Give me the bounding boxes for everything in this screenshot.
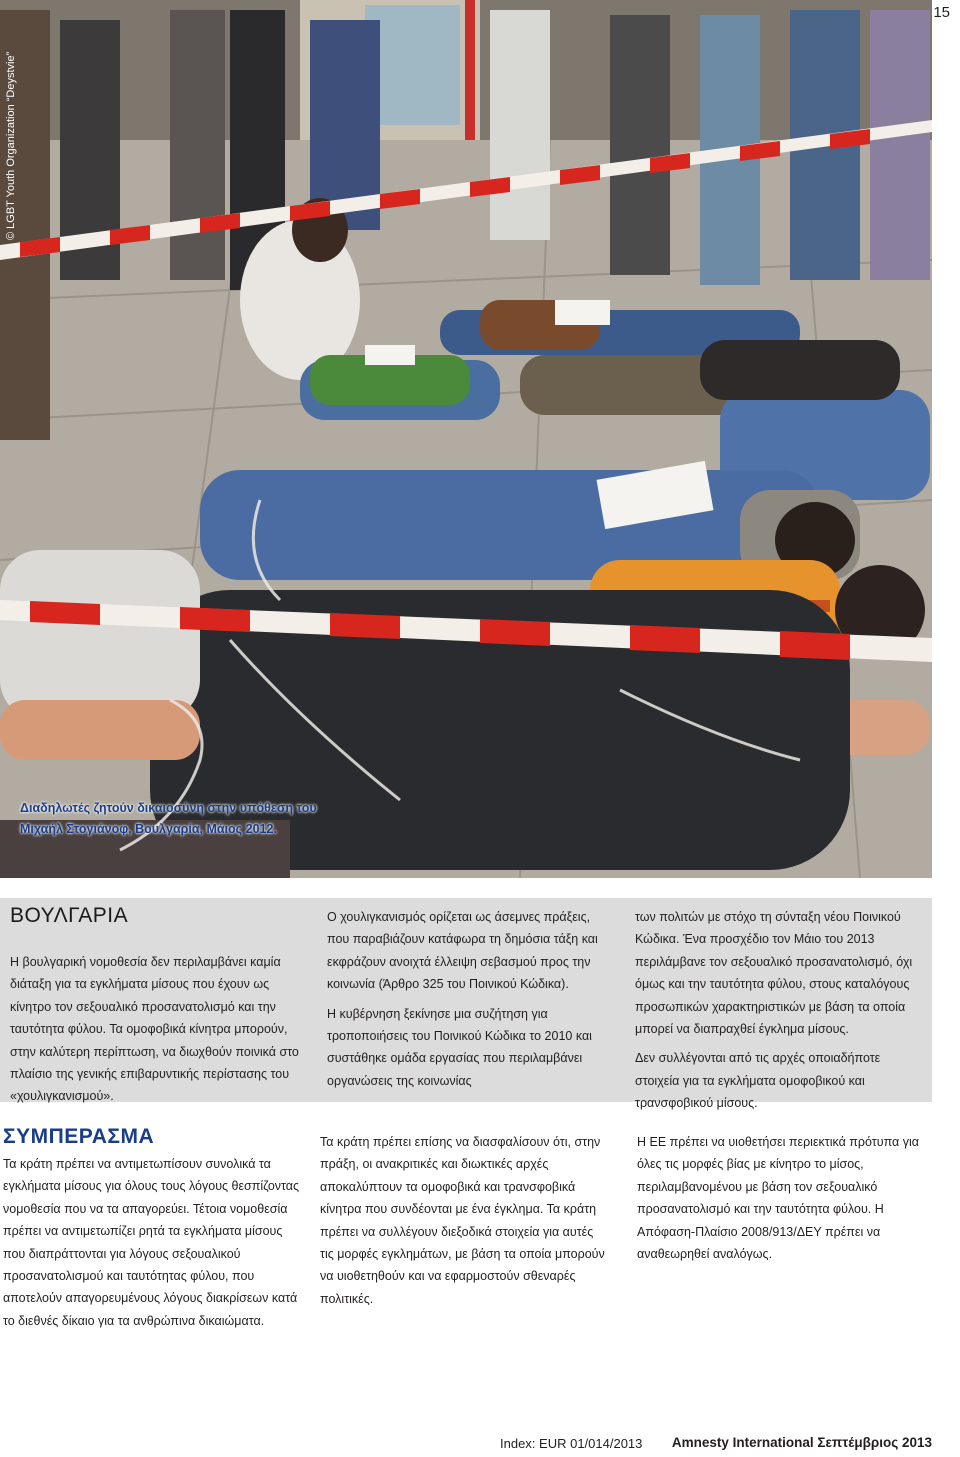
- country-title: ΒΟΥΛΓΑΡΙΑ: [10, 904, 129, 927]
- footer-index: Index: EUR 01/014/2013: [500, 1436, 643, 1451]
- photo-caption: Διαδηλωτές ζητούν δικαιοσύνη στην υπόθεση του Μιχαήλ Στογιάνοφ, Βουλγαρία, Μάιος 2012.: [20, 801, 317, 836]
- conclusion-column-3: Η ΕΕ πρέπει να υιοθετήσει περιεκτικά πρότυπα για όλες τις μορφές βίας με κίνητρο το μίσος, περιλαμβανομένου με βάση τον σεξουαλικό προσανατολισμό και την ταυτότητα φύλου. Η Απόφαση-Πλαίσιο 2008/913/ΔΕΥ πρέπει να αναθεωρηθεί αναλόγως.: [637, 1135, 919, 1262]
- country-column-3: [635, 906, 925, 1122]
- footer-organization: Amnesty International Σεπτέμβριος 2013: [671, 1435, 932, 1450]
- photo-credit: © LGBT Youth Organization “Deystvie”: [5, 51, 17, 240]
- paragraph: Η κυβέρνηση ξεκίνησε μια συζήτηση για τροποποιήσεις του Ποινικού Κώδικα το 2010 και συστάθηκε ομάδα εργασίας που περιλαμβάνει οργανώσεις της κοινωνίας: [327, 1006, 592, 1088]
- paragraph: των πολιτών με στόχο τη σύνταξη νέου Ποινικού Κώδικα. Ένα προσχέδιο τον Μάιο του 2013 περιλάμβανε τον σεξουαλικό προσανατολισμό, όχι όμως και την ταυτότητα φύλου, στους καταλόγους προσωπικών χαρακτηριστικών με βάση τα οποία μπορεί να διαπραχθεί έγκλημα μίσους.: [635, 910, 913, 1037]
- conclusion-title: ΣΥΜΠΕΡΑΣΜΑ: [3, 1125, 155, 1148]
- conclusion-column-2: Τα κράτη πρέπει επίσης να διασφαλίσουν ότι, στην πράξη, οι ανακριτικές και διωκτικές αρχές αποκαλύπτουν τα ομοφοβικά και τρανσφοβικά κίνητρα που συνδέονται με ένα έγκλημα. Τα κράτη πρέπει να συλλέγουν διεξοδικά στοιχεία για αυτές τις μορφές εγκλημάτων, με βάση τα οποία μπορούν να υιοθετηθούν και να εφαρμοστούν σθεναρές πολιτικές.: [320, 1135, 605, 1306]
- paragraph: Ο χουλιγκανισμός ορίζεται ως άσεμνες πράξεις, που παραβιάζουν κατάφωρα τη δημόσια τάξη και εκφράζουν ανοιχτά έλλειψη σεβασμού προς την κοινωνία (Άρθρο 325 του Ποινικού Κώδικα).: [327, 910, 598, 992]
- country-column-2: [327, 906, 609, 1099]
- page-number: 15: [933, 4, 950, 21]
- paragraph: Η βουλγαρική νομοθεσία δεν περιλαμβάνει καμία διάταξη για τα εγκλήματα μίσους που έχουν ως κίνητρο τον σεξουαλικό προσανατολισμό και την ταυτότητα φύλου. Τα ομοφοβικά κίνητρα μπορούν, στην καλύτερη περίπτωση, να διωχθούν ποινικά στο πλαίσιο της γενικής επιβαρυντικής περίστασης του «χουλιγκανισμού».: [10, 955, 299, 1104]
- paragraph: Δεν συλλέγονται από τις αρχές οποιαδήποτε στοιχεία για τα εγκλήματα ομοφοβικού και τρανσφοβικού μίσους.: [635, 1051, 881, 1111]
- conclusion-column-1: Τα κράτη πρέπει να αντιμετωπίσουν συνολικά τα εγκλήματα μίσους για όλους τους λόγους θεσπίζοντας νομοθεσία που να τα απαγορεύει. Τέτοια νομοθεσία πρέπει να αντιμετωπίζει ρητά τα εγκλήματα μίσους που διαπράττονται για λόγους σεξουαλικού προσανατολισμού και ταυτότητας φύλου, που αποτελούν απαγορευμένους λόγους διακρίσεων κατά το διεθνές δίκαιο για τα ανθρώπινα δικαιώματα.: [3, 1157, 300, 1328]
- country-column-1: [10, 951, 300, 1115]
